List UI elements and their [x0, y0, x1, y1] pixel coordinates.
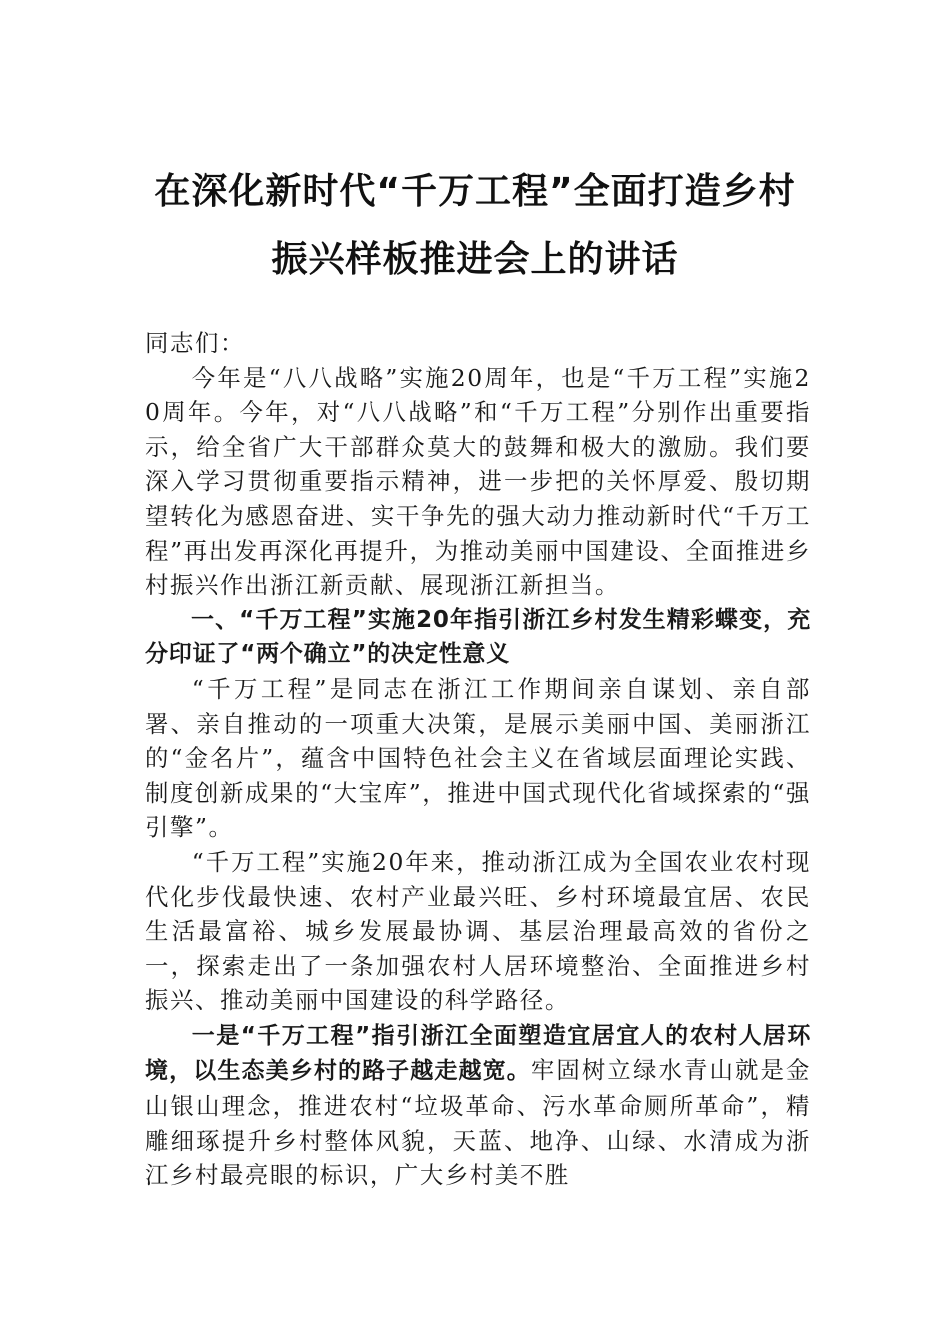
- salutation: 同志们：: [145, 329, 245, 357]
- document-body: [145, 326, 811, 1193]
- paragraph-3: “千万工程”实施20年来，推动浙江成为全国农业农村现代化步伐最快速、农村产业最兴旺、乡村环境最宜居、农民生活最富裕、城乡发展最协调、基层治理最高效的省份之一，探索走出了一条加强农村人居环境整治、全面推进乡村振兴、推动美丽中国建设的科学路径。: [145, 847, 811, 1015]
- paragraph-intro: 今年是“八八战略”实施20周年，也是“千万工程”实施20周年。今年，对“八八战略”和“千万工程”分别作出重要指示，给全省广大干部群众莫大的鼓舞和极大的激励。我们要深入学习贯彻重要指示精神，进一步把的关怀厚爱、殷切期望转化为感恩奋进、实干争先的强大动力推动新时代“千万工程”再出发再深化再提升，为推动美丽中国建设、全面推进乡村振兴作出浙江新贡献、展现浙江新担当。: [145, 363, 811, 600]
- section-heading-1: 一、“千万工程”实施20年指引浙江乡村发生精彩蝶变，充分印证了“两个确立”的决定性意义: [145, 606, 811, 668]
- paragraph-4-lead: 一是“千万工程”指引浙江全面塑造宜居宜人的农村人居环境，以生态美乡村的路子越走越宽。: [145, 1022, 811, 1085]
- document-title-line-2: 振兴样板推进会上的讲话: [271, 239, 679, 280]
- paragraph-4: [145, 1018, 811, 1193]
- document-title-line-1: 在深化新时代“千万工程”全面打造乡村: [154, 171, 796, 212]
- paragraph-4-text: 牢固树立绿水青山就是金山银山理念，推进农村“垃圾革命、污水革命厕所革命”，精雕细琢提升乡村整体风貌，天蓝、地净、山绿、水清成为浙江乡村最亮眼的标识，广大乡村美不胜: [145, 1056, 811, 1190]
- paragraph-2: “千万工程”是同志在浙江工作期间亲自谋划、亲自部署、亲自推动的一项重大决策，是展示美丽中国、美丽浙江的“金名片”，蕴含中国特色社会主义在省域层面理论实践、制度创新成果的“大宝库”，推进中国式现代化省域探索的“强引擎”。: [145, 674, 811, 842]
